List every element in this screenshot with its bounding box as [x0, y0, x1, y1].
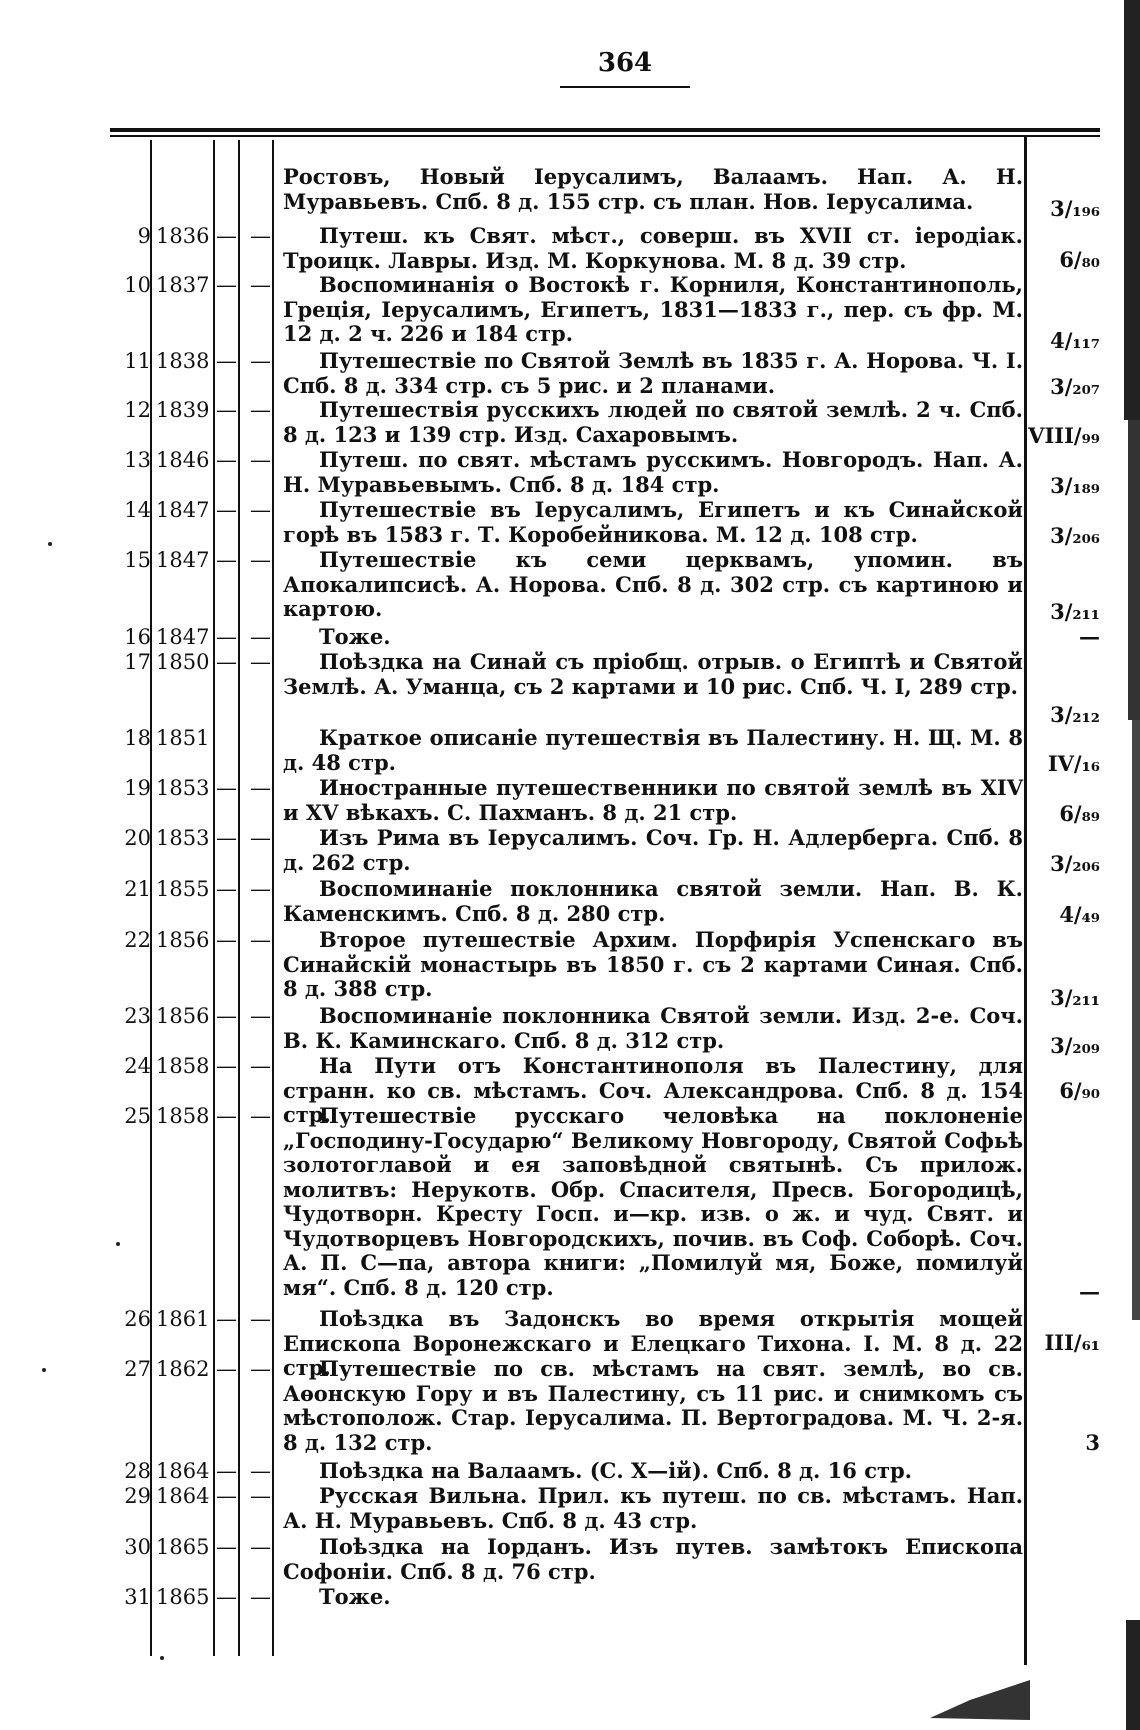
entry-number: 14 [124, 498, 151, 522]
entry-number: 20 [124, 826, 151, 850]
entry-text: На Пути отъ Константинополя въ Палестину, для странн. ко св. мѣстамъ. Соч. Александрова. Спб. 8 д. 154 стр. [283, 1053, 1023, 1127]
entry-year: 1839 [156, 398, 210, 422]
entry-mark-1: — [216, 877, 237, 901]
entry-text: Второе путешествіе Архим. Порфирія Успенскаго въ Синайскій монастырь въ 1850 г. съ 2 картами Синая. Спб. 8 д. 388 стр. [283, 927, 1023, 1001]
entry-year: 1851 [156, 726, 210, 750]
entry-price: VIII/₉₉ [1028, 423, 1100, 448]
scan-speck [116, 1242, 120, 1246]
entry-text: Путешествіе въ Іерусалимъ, Египетъ и къ Синайской горѣ въ 1583 г. Т. Коробейникова. М. 12 д. 108 стр. [283, 497, 1023, 547]
entry-mark-2: — [250, 1484, 271, 1508]
entry-mark-1: — [216, 1307, 237, 1331]
entry-mark-2: — [250, 826, 271, 850]
entry-price: 3/₂₀₇ [1050, 374, 1100, 399]
entry-number: 29 [124, 1484, 151, 1508]
page-number: 364 [597, 48, 653, 78]
scan-speck [48, 542, 52, 546]
page-number-rule [560, 86, 690, 88]
entry-number: 18 [124, 726, 151, 750]
entry-mark-2: — [250, 650, 271, 674]
entry-year: 1846 [156, 448, 210, 472]
entry-year: 1847 [156, 498, 210, 522]
scan-corner-smudge [930, 1680, 1030, 1720]
entry-text: Путешествіе по Святой Землѣ въ 1835 г. А. Норова. Ч. I. Спб. 8 д. 334 стр. съ 5 рис. и 2 планами. [283, 348, 1023, 398]
entry-text: Краткое описаніе путешествія въ Палестину. Н. Щ. М. 8 д. 48 стр. [283, 725, 1023, 775]
entry-number: 22 [124, 928, 151, 952]
entry-price: 4/₄₉ [1059, 902, 1100, 927]
entry-text: Иностранные путешественники по святой землѣ въ XIV и XV вѣкахъ. С. Пахманъ. 8 д. 21 стр. [283, 775, 1023, 825]
entry-price: 4/₁₁₇ [1050, 328, 1100, 353]
entry-mark-2: — [250, 1104, 271, 1128]
entry-year: 1858 [156, 1104, 210, 1128]
entry-mark-2: — [250, 928, 271, 952]
entry-mark-1: — [216, 548, 237, 572]
entry-mark-2: — [250, 498, 271, 522]
entry-mark-1: — [216, 349, 237, 373]
column-divider-dash [238, 140, 240, 1656]
entry-number: 15 [124, 548, 151, 572]
entry-text: Поѣздка на Валаамъ. (С. X—ій). Спб. 8 д. 16 стр. [319, 1458, 912, 1483]
entry-price: 3/₂₀₉ [1050, 1033, 1100, 1058]
entry-number: 26 [124, 1307, 151, 1331]
entry-mark-2: — [250, 1535, 271, 1559]
entry-mark-1: — [216, 928, 237, 952]
entry-mark-1: — [216, 1484, 237, 1508]
entry-mark-2: — [250, 398, 271, 422]
entry-year: 1862 [156, 1357, 210, 1381]
entry-text: Ростовъ, Новый Іерусалимъ, Валаамъ. Нап. А. Н. Муравьевъ. Спб. 8 д. 155 стр. съ план. Нов. Іерусалима. [283, 164, 1023, 214]
entry-number: 13 [124, 448, 151, 472]
entry-text: Воспоминаніе поклонника Святой земли. Изд. 2-е. Соч. В. К. Каминскаго. Спб. 8 д. 312 стр. [283, 1003, 1023, 1053]
entry-mark-1: — [216, 776, 237, 800]
entry-mark-1: — [216, 224, 237, 248]
entry-price: — [1079, 624, 1100, 649]
entry-text: Путешествіе русскаго человѣка на поклоненіе „Господину-Государю“ Великому Новгороду, Святой Софьѣ золотоглавой и ея заповѣдной святынѣ. Съ прилож. молитвъ: Нерукотв. Обр. Спасителя, Пресв. Богородицѣ, Чудотворн. Кресту Госп. и—кр. изв. о ж. и чуд. Свят. и Чудотворцевъ Новгородскихъ, почив. въ Соф. Соборѣ. Соч. А. П. С—па, автора книги: „Помилуй мя, Боже, помилуй мя“. Спб. 8 д. 120 стр. [283, 1103, 1023, 1300]
entry-price: 3/₁₉₆ [1050, 196, 1100, 221]
entry-year: 1864 [156, 1484, 210, 1508]
entry-number: 21 [124, 877, 151, 901]
entry-year: 1836 [156, 224, 210, 248]
entry-mark-2: — [250, 448, 271, 472]
entry-text: Воспоминанія о Востокѣ г. Корниля, Константинополь, Греція, Іерусалимъ, Египетъ, 1831—1833 г., пер. съ фр. М. 12 д. 2 ч. 226 и 184 стр. [283, 272, 1023, 346]
entry-number: 12 [124, 398, 151, 422]
entry-mark-2: — [250, 1004, 271, 1028]
entry-mark-2: — [250, 625, 271, 649]
entry-mark-1: — [216, 1585, 237, 1609]
entry-mark-1: — [216, 1104, 237, 1128]
column-divider-text [272, 140, 274, 1656]
top-rule-thin [110, 135, 1100, 137]
entry-mark-2: — [250, 349, 271, 373]
entry-number: 9 [137, 224, 151, 248]
entry-mark-2: — [250, 776, 271, 800]
entry-text: Поѣздка на Синай съ пріобщ. отрыв. о Египтѣ и Святой Землѣ. А. Уманца, съ 2 картами и 10 рис. Спб. Ч. I, 289 стр. [283, 649, 1023, 699]
entry-price: IV/₁₆ [1047, 751, 1100, 776]
entry-text: Путешествія русскихъ людей по святой землѣ. 2 ч. Спб. 8 д. 123 и 139 стр. Изд. Сахаровымъ. [283, 397, 1023, 447]
entry-price: 3/₂₀₆ [1050, 523, 1100, 548]
entry-price: 3 [1085, 1430, 1100, 1455]
entry-text: Поѣздка на Іорданъ. Изъ путев. замѣтокъ Епископа Софоніи. Спб. 8 д. 76 стр. [283, 1534, 1023, 1584]
entry-year: 1837 [156, 273, 210, 297]
entry-text: Путеш. по свят. мѣстамъ русскимъ. Новгородъ. Нап. А. Н. Муравьевымъ. Спб. 8 д. 184 стр. [283, 447, 1023, 497]
entry-number: 16 [124, 625, 151, 649]
entry-text: Изъ Рима въ Іерусалимъ. Соч. Гр. Н. Адлерберга. Спб. 8 д. 262 стр. [283, 825, 1023, 875]
entry-year: 1847 [156, 548, 210, 572]
entry-year: 1855 [156, 877, 210, 901]
entry-price: 6/₈₉ [1059, 801, 1100, 826]
entry-mark-1: — [216, 398, 237, 422]
entry-price: 3/₂₁₁ [1050, 599, 1100, 624]
entry-mark-1: — [216, 1357, 237, 1381]
entry-price: — [1079, 1279, 1100, 1304]
entry-mark-1: — [216, 650, 237, 674]
entry-price: III/₆₁ [1044, 1330, 1100, 1355]
entry-text: Воспоминаніе поклонника святой земли. Нап. В. К. Каменскимъ. Спб. 8 д. 280 стр. [283, 876, 1023, 926]
entry-mark-1: — [216, 498, 237, 522]
entry-mark-2: — [250, 877, 271, 901]
entry-mark-2: — [250, 273, 271, 297]
entry-price: 3/₂₁₁ [1050, 985, 1100, 1010]
entry-mark-1: — [216, 448, 237, 472]
entry-price: 3/₂₁₂ [1050, 702, 1100, 727]
entry-mark-1: — [216, 273, 237, 297]
entry-mark-1: — [216, 1004, 237, 1028]
entry-text: Путеш. къ Свят. мѣст., соверш. въ XVII ст. іеродіак. Троицк. Лавры. Изд. М. Коркунова. М. 8 д. 39 стр. [283, 223, 1023, 273]
entry-year: 1838 [156, 349, 210, 373]
entry-text: Тоже. [319, 1584, 391, 1609]
entry-year: 1856 [156, 1004, 210, 1028]
entry-year: 1865 [156, 1585, 210, 1609]
entry-number: 28 [124, 1459, 151, 1483]
entry-number: 25 [124, 1104, 151, 1128]
entry-number: 30 [124, 1535, 151, 1559]
entry-mark-2: — [250, 1357, 271, 1381]
entry-number: 31 [124, 1585, 151, 1609]
scan-speck [42, 1368, 46, 1372]
entry-text: Поѣздка въ Задонскъ во время открытія мощей Епископа Воронежскаго и Елецкаго Тихона. I. М. 8 д. 22 стр. [283, 1306, 1023, 1380]
entry-text: Русская Вильна. Прил. къ путеш. по св. мѣстамъ. Нап. А. Н. Муравьевъ. Спб. 8 д. 43 стр. [283, 1483, 1023, 1533]
entry-year: 1850 [156, 650, 210, 674]
scan-speck [160, 1656, 164, 1660]
entry-number: 23 [124, 1004, 151, 1028]
entry-mark-1: — [216, 1054, 237, 1078]
entry-year: 1865 [156, 1535, 210, 1559]
entry-mark-1: — [216, 826, 237, 850]
entry-number: 19 [124, 776, 151, 800]
entry-year: 1858 [156, 1054, 210, 1078]
entry-price: 6/₈₀ [1059, 247, 1100, 272]
entry-mark-2: — [250, 1307, 271, 1331]
entry-number: 10 [124, 273, 151, 297]
entry-mark-2: — [250, 1459, 271, 1483]
column-divider-year [213, 140, 215, 1656]
entry-year: 1856 [156, 928, 210, 952]
scan-edge-shadow [1112, 0, 1140, 1730]
entry-mark-1: — [216, 1459, 237, 1483]
entry-mark-2: — [250, 548, 271, 572]
entry-text: Путешествіе къ семи церквамъ, упомин. въ Апокалипсисѣ. А. Норова. Спб. 8 д. 302 стр. съ картиною и картою. [283, 547, 1023, 621]
entry-year: 1864 [156, 1459, 210, 1483]
entry-text: Тоже. [319, 624, 391, 649]
entry-mark-2: — [250, 224, 271, 248]
entry-year: 1853 [156, 776, 210, 800]
entry-number: 24 [124, 1054, 151, 1078]
entry-year: 1847 [156, 625, 210, 649]
entry-number: 17 [124, 650, 151, 674]
entry-year: 1861 [156, 1307, 210, 1331]
entry-mark-2: — [250, 1585, 271, 1609]
entry-number: 11 [124, 349, 151, 373]
entry-number: 27 [124, 1357, 151, 1381]
entry-price: 6/₉₀ [1059, 1078, 1100, 1103]
top-rule [110, 128, 1100, 132]
entry-mark-1: — [216, 1535, 237, 1559]
entry-price: 3/₂₀₆ [1050, 851, 1100, 876]
entry-text: Путешествіе по св. мѣстамъ на свят. землѣ, во св. Аѳонскую Гору и въ Палестину, съ 11 рис. и снимкомъ съ мѣстополож. Стар. Іерусалима. П. Вертоградова. М. Ч. 2-я. 8 д. 132 стр. [283, 1356, 1023, 1455]
column-divider-price [1024, 135, 1027, 1665]
entry-mark-2: — [250, 1054, 271, 1078]
entry-year: 1853 [156, 826, 210, 850]
entry-price: 3/₁₈₉ [1050, 473, 1100, 498]
entry-mark-1: — [216, 625, 237, 649]
